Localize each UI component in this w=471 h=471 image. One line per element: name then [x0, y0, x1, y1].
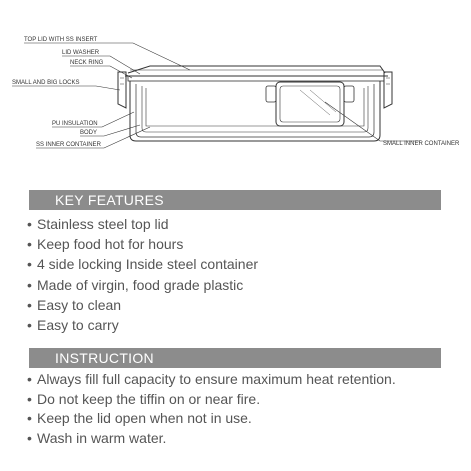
- list-item: • Easy to clean: [27, 295, 258, 315]
- instruction-title: INSTRUCTION: [55, 350, 154, 366]
- list-item: • Made of virgin, food grade plastic: [27, 275, 258, 295]
- list-item: • Do not keep the tiffin on or near fire.: [27, 390, 396, 410]
- bullet-icon: •: [27, 316, 32, 333]
- label-ss-inner-container: SS INNER CONTAINER: [36, 142, 101, 148]
- list-item: • Wash in warm water.: [27, 429, 396, 449]
- list-item: • Keep food hot for hours: [27, 234, 258, 254]
- label-top-lid: TOP LID WITH SS INSERT: [24, 37, 98, 43]
- instruction-heading: [29, 348, 441, 368]
- list-item: • Keep the lid open when not in use.: [27, 409, 396, 429]
- key-features-list: [27, 214, 258, 335]
- instruction-list: [27, 370, 396, 448]
- bullet-icon: •: [27, 390, 32, 407]
- label-body: BODY: [80, 130, 98, 136]
- bullet-icon: •: [27, 410, 32, 427]
- list-item: • Easy to carry: [27, 315, 258, 335]
- list-item: • Stainless steel top lid: [27, 214, 258, 234]
- diagram-labels: [12, 37, 460, 148]
- bullet-icon: •: [27, 276, 32, 293]
- bullet-icon: •: [27, 371, 32, 387]
- lunchbox-drawing: [118, 66, 392, 141]
- list-item: • 4 side locking Inside steel container: [27, 254, 258, 274]
- label-small-inner-container: SMALL INNER CONTAINER: [383, 141, 460, 147]
- label-pu-insulation: PU INSULATION: [52, 121, 98, 127]
- label-lid-washer: LID WASHER: [62, 50, 100, 56]
- bullet-icon: •: [27, 236, 32, 253]
- label-locks: SMALL AND BIG LOCKS: [12, 80, 80, 86]
- label-neck-ring: NECK RING: [70, 60, 104, 66]
- lunchbox-cross-section-diagram: [0, 0, 471, 170]
- key-features-heading: [29, 190, 441, 210]
- key-features-title: KEY FEATURES: [55, 192, 164, 208]
- bullet-icon: •: [27, 429, 32, 446]
- bullet-icon: •: [27, 216, 32, 232]
- bullet-icon: •: [27, 296, 32, 313]
- bullet-icon: •: [27, 256, 32, 273]
- list-item: • Always fill full capacity to ensure maximum heat retention.: [27, 370, 396, 390]
